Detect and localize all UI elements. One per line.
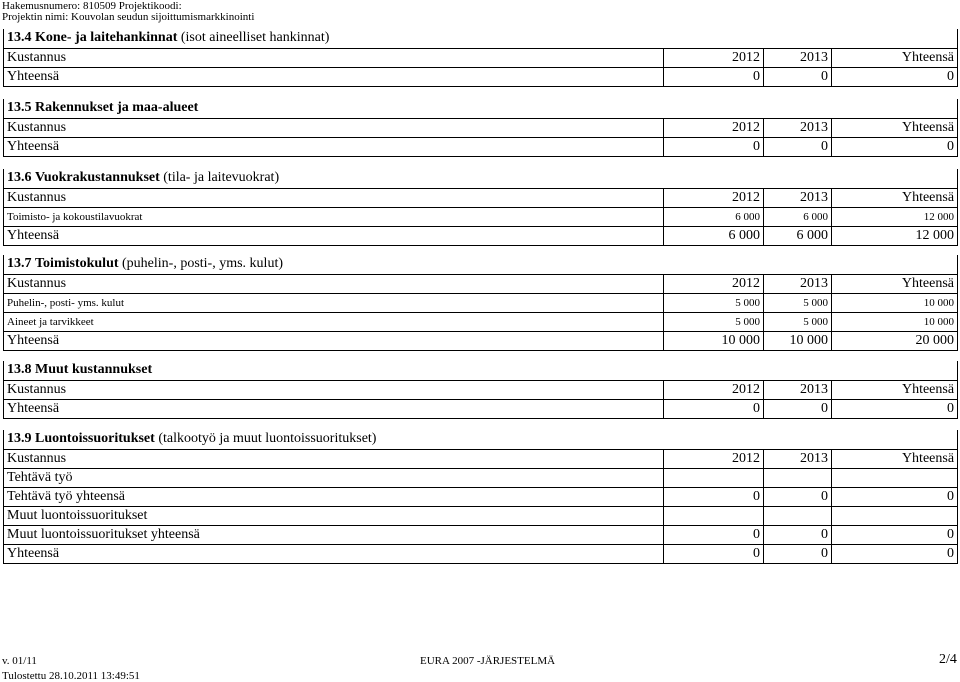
value-2013: 6 000: [764, 226, 832, 245]
section-name: Muut kustannukset: [35, 362, 153, 378]
value-2012: 2012: [664, 118, 764, 137]
value-2012: 0: [664, 487, 764, 506]
value-2013: 2013: [764, 118, 832, 137]
value-2012: 2012: [664, 380, 764, 399]
value-2013: 2013: [764, 274, 832, 293]
value-total: Yhteensä: [832, 380, 958, 399]
section-name: Toimistokulut: [35, 256, 119, 272]
value-2013: 0: [764, 67, 832, 86]
value-2012: 6 000: [664, 207, 764, 226]
column-header-row: [4, 449, 958, 468]
cost-label: Toimisto- ja kokoustilavuokrat: [4, 207, 664, 226]
value-2013: 2013: [764, 380, 832, 399]
value-2013: 0: [764, 399, 832, 418]
system-label: EURA 2007 -JÄRJESTELMÄ: [420, 655, 556, 667]
value-2013: 0: [764, 525, 832, 544]
section-number: 13.5: [7, 100, 32, 116]
value-2012: 0: [664, 525, 764, 544]
total-row: [4, 137, 958, 156]
value-2012: 0: [664, 137, 764, 156]
table-row: [4, 468, 958, 487]
section-title: [4, 361, 958, 380]
section-title: [4, 255, 958, 274]
section-13-5-table: [3, 99, 958, 157]
section-number: 13.9: [7, 431, 32, 447]
cost-label: Tehtävä työ: [4, 468, 664, 487]
value-2012: [664, 468, 764, 487]
application-number-header: Hakemusnumero: 810509 Projektikoodi:: [2, 0, 182, 12]
column-header-row: [4, 274, 958, 293]
section-name: Kone- ja laitehankinnat: [35, 30, 178, 46]
value-2012: 0: [664, 399, 764, 418]
cost-label: Aineet ja tarvikkeet: [4, 312, 664, 331]
value-total: 0: [832, 67, 958, 86]
value-total: 0: [832, 487, 958, 506]
value-total: 10 000: [832, 312, 958, 331]
table-row: [4, 525, 958, 544]
section-13-6-table: [3, 169, 958, 246]
page-number: 2/4: [939, 652, 957, 667]
value-total: Yhteensä: [832, 449, 958, 468]
value-2013: 2013: [764, 449, 832, 468]
value-total: Yhteensä: [832, 118, 958, 137]
value-total: 0: [832, 544, 958, 563]
value-2013: 5 000: [764, 293, 832, 312]
value-2013: 0: [764, 487, 832, 506]
value-2013: 0: [764, 544, 832, 563]
value-2013: 2013: [764, 188, 832, 207]
table-row: [4, 487, 958, 506]
project-name-header: Projektin nimi: Kouvolan seudun sijoittumismarkkinointi: [2, 11, 255, 23]
value-2013: 2013: [764, 48, 832, 67]
value-2013: [764, 468, 832, 487]
value-total: 20 000: [832, 331, 958, 350]
section-number: 13.7: [7, 256, 32, 272]
table-row: [4, 207, 958, 226]
value-total: 0: [832, 525, 958, 544]
value-total: Yhteensä: [832, 48, 958, 67]
value-2012: 10 000: [664, 331, 764, 350]
value-2012: 5 000: [664, 312, 764, 331]
value-2012: 0: [664, 544, 764, 563]
value-2013: 10 000: [764, 331, 832, 350]
version-label: v. 01/11: [2, 655, 37, 667]
value-total: Yhteensä: [832, 274, 958, 293]
section-name: Luontoissuoritukset: [35, 431, 155, 447]
cost-label: Kustannus: [4, 380, 664, 399]
column-header-row: [4, 188, 958, 207]
section-name: Vuokrakustannukset: [35, 170, 160, 186]
section-title: [4, 99, 958, 118]
value-total: 10 000: [832, 293, 958, 312]
total-row: [4, 331, 958, 350]
value-2012: 2012: [664, 48, 764, 67]
cost-label: Yhteensä: [4, 544, 664, 563]
cost-label: Kustannus: [4, 449, 664, 468]
section-13-4-table: [3, 29, 958, 87]
value-2012: [664, 506, 764, 525]
value-2012: 2012: [664, 188, 764, 207]
cost-label: Yhteensä: [4, 399, 664, 418]
cost-label: Kustannus: [4, 48, 664, 67]
value-2012: 6 000: [664, 226, 764, 245]
value-2013: 0: [764, 137, 832, 156]
value-total: 12 000: [832, 226, 958, 245]
column-header-row: [4, 48, 958, 67]
total-row: [4, 67, 958, 86]
section-13-7-table: [3, 255, 958, 351]
section-name: Rakennukset ja maa-alueet: [35, 100, 199, 116]
column-header-row: [4, 118, 958, 137]
section-title: [4, 29, 958, 48]
value-total: 12 000: [832, 207, 958, 226]
cost-label: Muut luontoissuoritukset: [4, 506, 664, 525]
section-number: 13.4: [7, 30, 32, 46]
section-number: 13.6: [7, 170, 32, 186]
total-row: [4, 544, 958, 563]
value-2012: 0: [664, 67, 764, 86]
cost-label: Muut luontoissuoritukset yhteensä: [4, 525, 664, 544]
value-total: 0: [832, 137, 958, 156]
value-2013: 5 000: [764, 312, 832, 331]
value-2012: 5 000: [664, 293, 764, 312]
section-number: 13.8: [7, 362, 32, 378]
value-2012: 2012: [664, 274, 764, 293]
section-subtitle: (talkootyö ja muut luontoissuoritukset): [158, 431, 377, 447]
value-2013: [764, 506, 832, 525]
total-row: [4, 399, 958, 418]
column-header-row: [4, 380, 958, 399]
table-row: [4, 293, 958, 312]
value-2012: 2012: [664, 449, 764, 468]
value-total: [832, 506, 958, 525]
cost-label: Yhteensä: [4, 67, 664, 86]
value-2013: 6 000: [764, 207, 832, 226]
cost-label: Kustannus: [4, 118, 664, 137]
cost-label: Puhelin-, posti- yms. kulut: [4, 293, 664, 312]
table-row: [4, 312, 958, 331]
cost-label: Yhteensä: [4, 331, 664, 350]
section-13-9-table: [3, 430, 958, 564]
section-title: [4, 430, 958, 449]
cost-label: Kustannus: [4, 274, 664, 293]
section-subtitle: (isot aineelliset hankinnat): [180, 30, 330, 46]
value-total: 0: [832, 399, 958, 418]
cost-label: Kustannus: [4, 188, 664, 207]
value-total: Yhteensä: [832, 188, 958, 207]
section-13-8-table: [3, 361, 958, 419]
printed-timestamp: Tulostettu 28.10.2011 13:49:51: [2, 670, 140, 682]
section-subtitle: (puhelin-, posti-, yms. kulut): [122, 256, 284, 272]
cost-label: Tehtävä työ yhteensä: [4, 487, 664, 506]
table-row: [4, 506, 958, 525]
cost-label: Yhteensä: [4, 226, 664, 245]
cost-label: Yhteensä: [4, 137, 664, 156]
value-total: [832, 468, 958, 487]
total-row: [4, 226, 958, 245]
section-title: [4, 169, 958, 188]
section-subtitle: (tila- ja laitevuokrat): [163, 170, 280, 186]
